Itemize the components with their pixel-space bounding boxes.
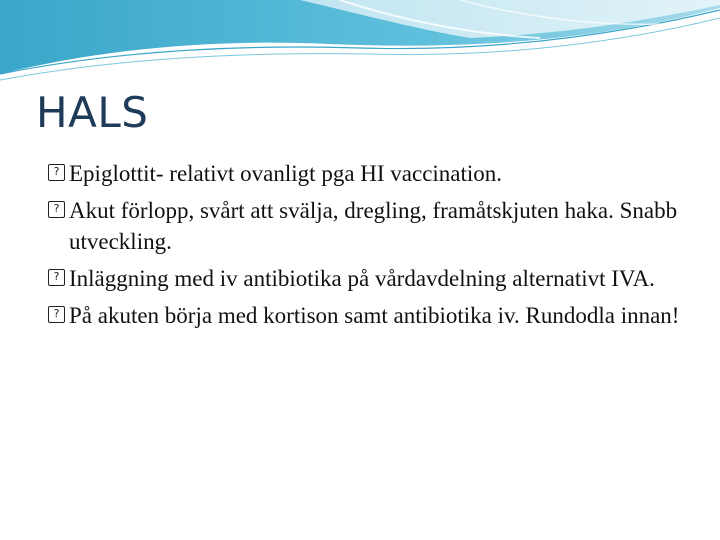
- missing-glyph-icon: ?: [48, 306, 65, 323]
- bullet-item: [48, 195, 688, 257]
- slide-title: HALS: [36, 88, 149, 137]
- bullet-list: [48, 158, 688, 337]
- header-wave-decoration: [0, 0, 720, 90]
- bullet-item: [48, 158, 688, 189]
- bullet-text: Akut förlopp, svårt att svälja, dregling, framåtskjuten haka. Snabb utveckling.: [69, 198, 678, 254]
- bullet-item: [48, 300, 688, 331]
- missing-glyph-icon: ?: [48, 201, 65, 218]
- bullet-text: Inläggning med iv antibiotika på vårdavdelning alternativt IVA.: [69, 266, 655, 291]
- bullet-item: [48, 263, 688, 294]
- missing-glyph-icon: ?: [48, 164, 65, 181]
- bullet-text: På akuten börja med kortison samt antibiotika iv. Rundodla innan!: [69, 303, 680, 328]
- bullet-text: Epiglottit- relativt ovanligt pga HI vaccination.: [69, 161, 503, 186]
- missing-glyph-icon: ?: [48, 269, 65, 286]
